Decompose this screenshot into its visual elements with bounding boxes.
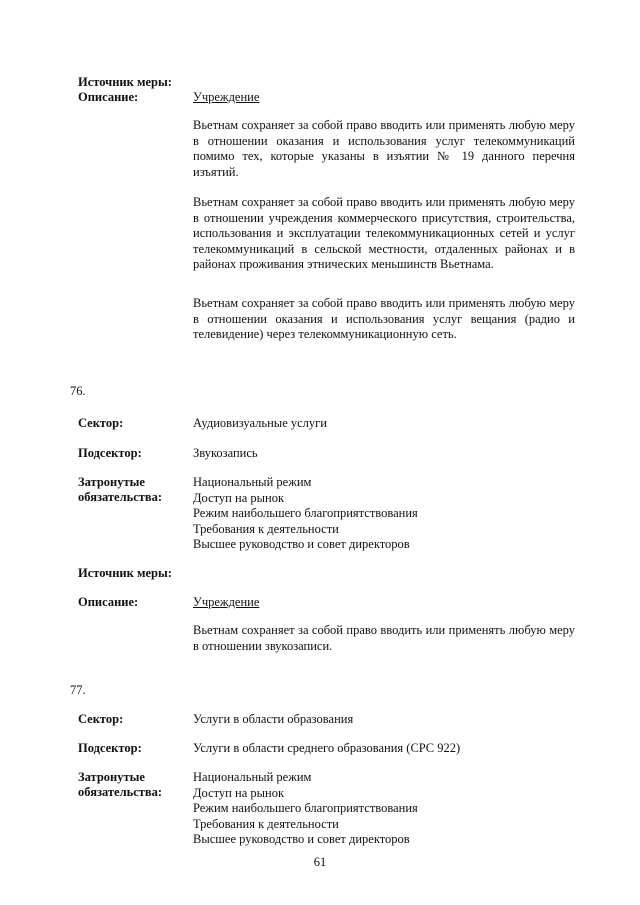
obligation-item: Доступ на рынок <box>193 490 285 505</box>
obligations-label-line2: обязательства: <box>78 785 163 799</box>
obligation-item: Национальный режим <box>193 475 312 489</box>
obligations-list <box>193 475 418 553</box>
page-number: 61 <box>313 855 327 869</box>
sector-label: Сектор: <box>78 712 124 726</box>
obligation-item: Режим наибольшего благоприятствования <box>193 506 418 520</box>
obligation-item: Высшее руководство и совет директоров <box>193 537 410 551</box>
obligations-label-line2: обязательства: <box>78 490 163 504</box>
description-paragraph-1: Вьетнам сохраняет за собой право вводить или применять любую меру в отношении оказания и использования услуг телекоммуникаций помимо тех, которые указаны в изъятии № 19 данного перечня изъятий. <box>193 118 575 179</box>
entry-number: 77. <box>70 683 86 697</box>
obligations-label-line1: Затронутые <box>78 770 145 784</box>
description-paragraph: Вьетнам сохраняет за собой право вводить или применять любую меру в отношении звукозаписи. <box>193 623 575 653</box>
obligation-item: Национальный режим <box>193 770 312 784</box>
entry-number: 76. <box>70 384 86 398</box>
sector-value: Аудиовизуальные услуги <box>193 416 327 430</box>
description-heading: Учреждение <box>193 595 260 609</box>
description-paragraph-2: Вьетнам сохраняет за собой право вводить или применять любую меру в отношении учреждения коммерческого присутствия, строительства, использования и эксплуатации телекоммуникационных сетей и услуг телекоммуникаций в сельской местности, отдаленных районах и в районах проживания этнических меньшинств Вьетнама. <box>193 195 575 271</box>
subsector-label: Подсектор: <box>78 446 142 460</box>
subsector-value: Услуги в области среднего образования (CPC 922) <box>193 741 461 755</box>
sector-value: Услуги в области образования <box>193 712 354 726</box>
source-of-measure-label: Источник меры: <box>78 566 172 580</box>
description-heading: Учреждение <box>193 90 260 104</box>
description-label: Описание: <box>78 90 139 104</box>
description-paragraph-3: Вьетнам сохраняет за собой право вводить или применять любую меру в отношении оказания и использования услуг вещания (радио и телевидение) через телекоммуникационную сеть. <box>193 296 575 341</box>
source-of-measure-label: Источник меры: <box>78 75 172 89</box>
subsector-label: Подсектор: <box>78 741 142 755</box>
obligation-item: Доступ на рынок <box>193 785 285 800</box>
obligation-item: Режим наибольшего благоприятствования <box>193 801 418 815</box>
obligations-label-line1: Затронутые <box>78 475 145 489</box>
subsector-value: Звукозапись <box>193 446 258 460</box>
obligation-item: Требования к деятельности <box>193 816 339 831</box>
description-label: Описание: <box>78 595 139 609</box>
sector-label: Сектор: <box>78 416 124 430</box>
obligation-item: Высшее руководство и совет директоров <box>193 832 410 846</box>
obligations-list <box>193 770 418 848</box>
obligation-item: Требования к деятельности <box>193 521 339 536</box>
